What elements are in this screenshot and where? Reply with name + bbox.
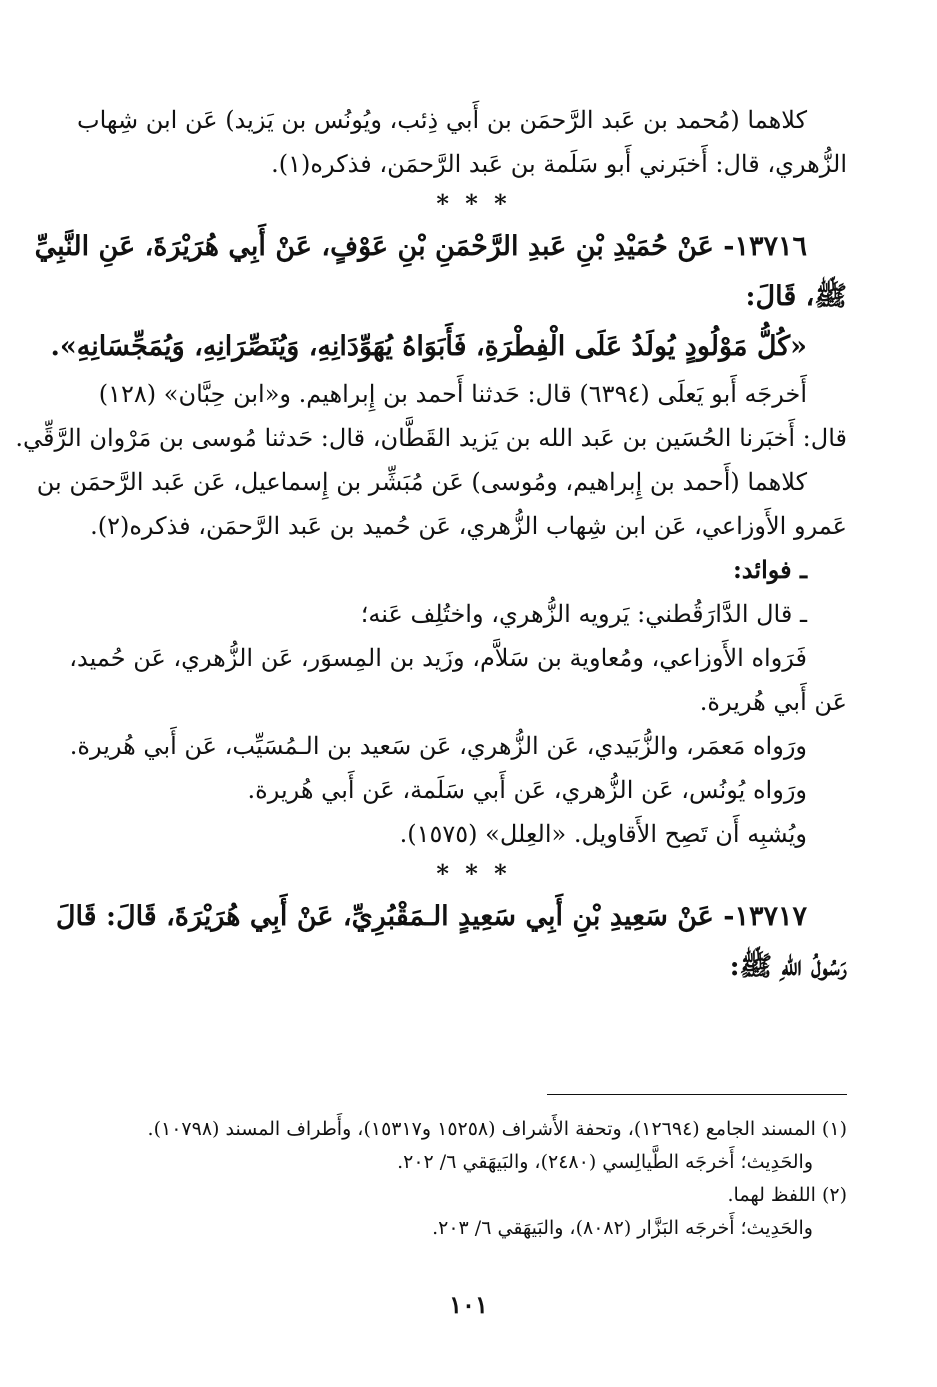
section-separator: * * * bbox=[436, 189, 511, 218]
page-number: ١٠١ bbox=[449, 1290, 488, 1319]
footnote-line: والحَدِيث؛ أَخرجَه البَزَّار (٨٠٨٢)، والبَيهَقي ٦/ ٢٠٣. bbox=[432, 1217, 813, 1239]
text-line: قال: أَخبَرنا الحُسَين بن عَبد الله بن يَزيد القَطَّان، قال: حَدثنا مُوسى بن مَرْوان الرَّقِّي. bbox=[15, 424, 847, 452]
text-line: عَمرو الأَوزاعي، عَن ابن شِهاب الزُّهري، عَن حُميد بن عَبد الرَّحمَن، فذكره(٢). bbox=[90, 512, 847, 540]
footnote-list bbox=[100, 1113, 847, 1245]
hadith-line: ﷺ، قَالَ: bbox=[745, 281, 847, 312]
text-line: ـ قال الدَّارَقُطني: يَرويه الزُّهري، واختُلِف عَنه؛ bbox=[360, 600, 807, 628]
footnote-line: (١) المسند الجامع (١٢٦٩٤)، وتحفة الأَشراف (١٥٢٥٨ و١٥٣١٧)، وأَطراف المسند (١٠٧٩٨). bbox=[147, 1118, 847, 1140]
text-line: فَرَواه الأَوزاعي، ومُعاوية بن سَلاَّم، وزَيد بن المِسوَر، عَن الزُّهري، عَن حُميد، bbox=[69, 644, 807, 672]
footnotes bbox=[100, 1094, 847, 1245]
hadith-line: ١٣٧١٧- عَنْ سَعِيدِ بْنِ أَبِي سَعِيدٍ الـمَقْبُرِيِّ، عَنْ أَبِي هُرَيْرَةَ، قَالَ: قَالَ bbox=[55, 901, 807, 932]
footnote-divider bbox=[547, 1094, 847, 1095]
text-line: ورَواه يُونُس، عَن الزُّهري، عَن أَبي سَلَمة، عَن أَبي هُريرة. bbox=[247, 776, 807, 804]
footnote-line: (٢) اللفظ لهما. bbox=[727, 1184, 847, 1206]
hadith-line: ١٣٧١٦- عَنْ حُمَيْدِ بْنِ عَبدِ الرَّحْمَنِ بْنِ عَوْفٍ، عَنْ أَبِي هُرَيْرَةَ، عَنِ النَّبِيِّ bbox=[34, 231, 807, 262]
hadith-line: رَسُولُ اللهِ ﷺ: bbox=[729, 951, 847, 982]
footnote-line: والحَدِيث؛ أَخرجَه الطَّيالِسي (٢٤٨٠)، والبَيهَقي ٦/ ٢٠٢. bbox=[397, 1151, 813, 1173]
text-line: ورَواه مَعمَر، والزُّبَيدي، عَن الزُّهري، عَن سَعيد بن الـمُسَيِّب، عَن أَبي هُريرة. bbox=[69, 732, 807, 760]
main-text bbox=[15, 98, 847, 992]
text-line: كلاهما (مُحمد بن عَبد الرَّحمَن بن أَبي ذِئب، ويُونُس بن يَزيد) عَن ابن شِهاب bbox=[77, 106, 807, 134]
text-line: الزُّهري، قال: أَخبَرني أَبو سَلَمة بن عَبد الرَّحمَن، فذكره(١). bbox=[271, 150, 847, 178]
hadith-line: «كُلُّ مَوْلُودٍ يُولَدُ عَلَى الْفِطْرَةِ، فَأَبَوَاهُ يُهَوِّدَانِهِ، وَيُنَصِّرَانِهِ، وَيُمَجِّسَانِهِ». bbox=[50, 331, 807, 362]
text-line: أَخرجَه أَبو يَعلَى (٦٣٩٤) قال: حَدثنا أَحمد بن إِبراهيم. و«ابن حِبَّان» (١٢٨) bbox=[98, 380, 807, 408]
text-line: ـ فوائد: bbox=[732, 555, 807, 584]
section-separator: * * * bbox=[436, 859, 511, 888]
text-line: ويُشبِه أَن تَصِح الأَقاويل. «العِلل» (١٥٧٥). bbox=[399, 820, 807, 848]
text-line: عَن أَبي هُريرة. bbox=[699, 688, 847, 716]
text-line: كلاهما (أَحمد بن إِبراهيم، ومُوسى) عَن مُبَشِّر بن إِسماعيل، عَن عَبد الرَّحمَن بن bbox=[36, 468, 807, 496]
